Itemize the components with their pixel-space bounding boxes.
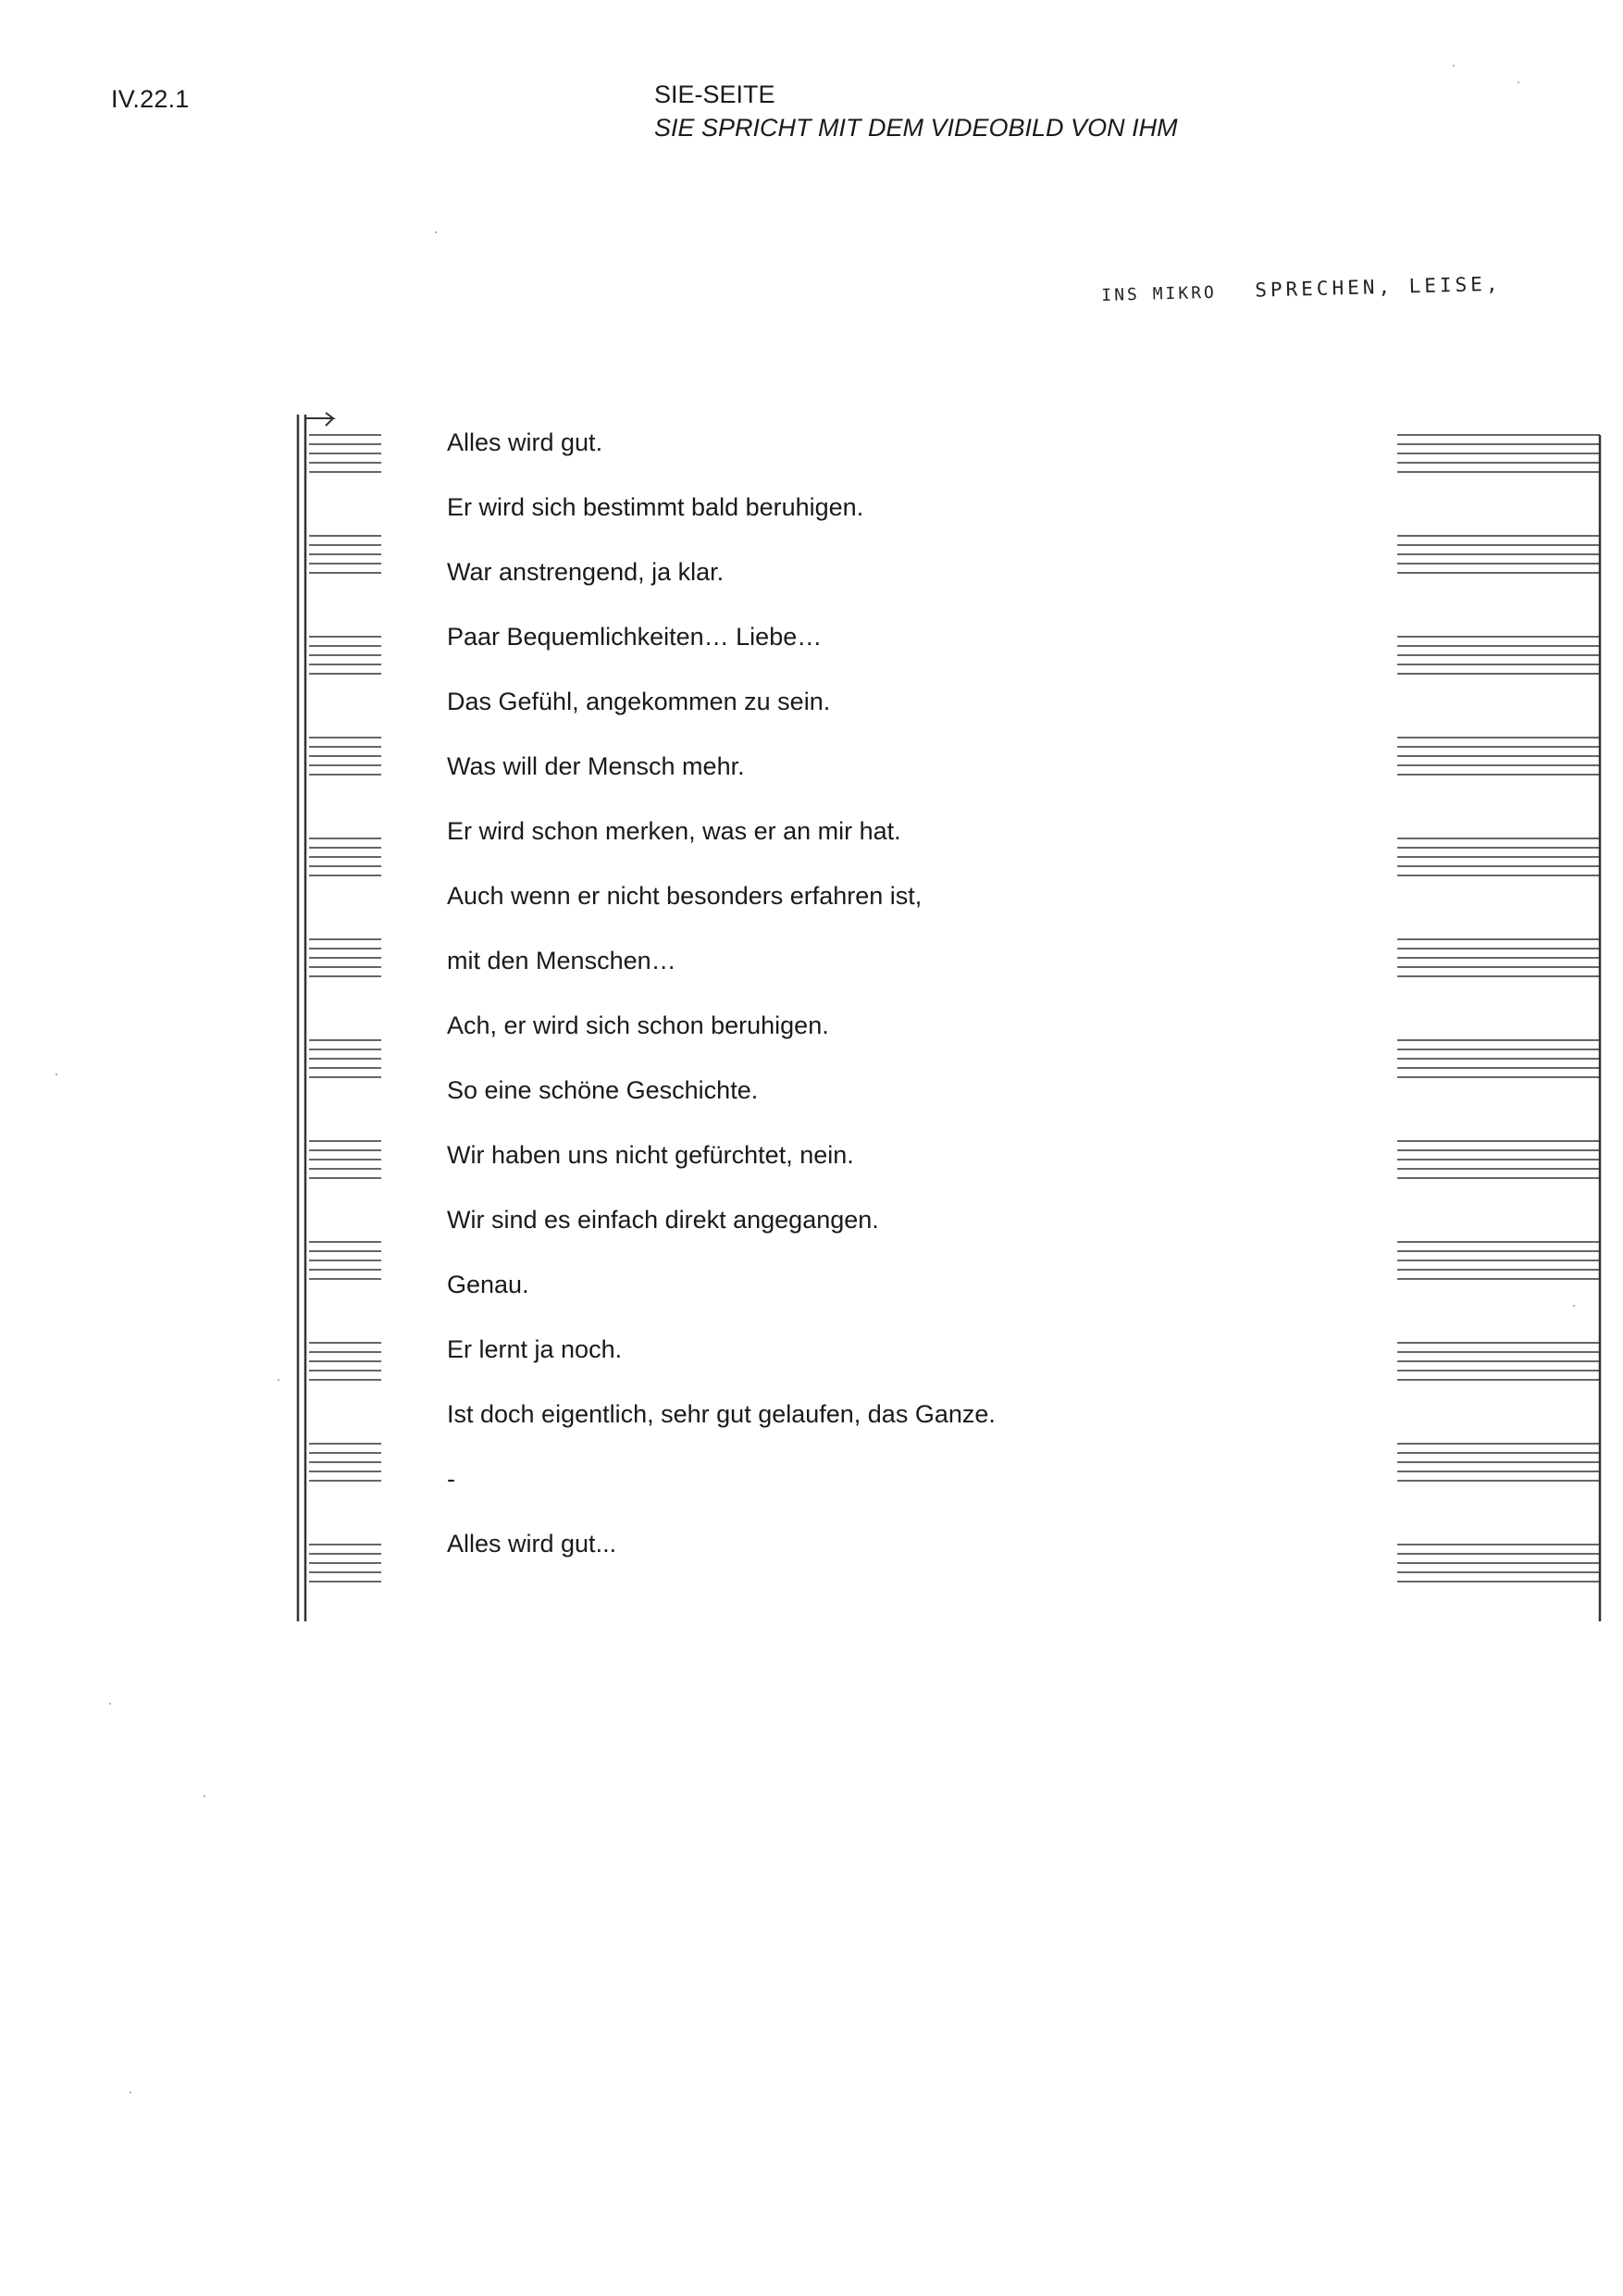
page-title: SIE-SEITE [654,81,775,108]
script-line: Genau. [447,1271,529,1298]
scan-speck [278,1379,279,1381]
script-line: mit den Menschen… [447,947,676,974]
script-line: Wir sind es einfach direkt angegangen. [447,1206,879,1234]
scan-speck [1518,81,1519,83]
script-lines [447,424,996,1590]
script-line: Alles wird gut. [447,428,603,456]
script-line: War anstrengend, ja klar. [447,558,725,586]
scan-speck [1453,65,1455,67]
script-line: Ist doch eigentlich, sehr gut gelaufen, das Ganze. [447,1400,996,1428]
scan-speck [435,231,437,233]
handwritten-direction-part1: INS MIKRO [1101,282,1218,305]
script-line: So eine schöne Geschichte. [447,1076,759,1104]
handwritten-direction-part2: SPRECHEN, LEISE, [1255,272,1502,302]
scan-speck [56,1074,57,1075]
page-id: IV.22.1 [111,85,190,113]
script-line: - [447,1465,455,1493]
script-line: Er wird sich bestimmt bald beruhigen. [447,493,864,521]
page-subtitle: SIE SPRICHT MIT DEM VIDEOBILD VON IHM [654,114,1178,142]
script-line: Das Gefühl, angekommen zu sein. [447,688,831,715]
script-line: Was will der Mensch mehr. [447,752,745,780]
scan-speck [130,2091,131,2093]
script-line: Wir haben uns nicht gefürchtet, nein. [447,1141,854,1169]
script-line: Alles wird gut... [447,1530,617,1558]
script-line: Ach, er wird sich schon beruhigen. [447,1011,829,1039]
staff-start-mark [306,413,333,426]
scan-speck [109,1703,111,1705]
script-line: Er wird schon merken, was er an mir hat. [447,817,901,845]
script-line: Paar Bequemlichkeiten… Liebe… [447,623,823,651]
scan-speck [204,1795,205,1797]
scan-speck [1573,1305,1575,1307]
script-line: Auch wenn er nicht besonders erfahren ist, [447,882,923,910]
script-line: Er lernt ja noch. [447,1335,623,1363]
